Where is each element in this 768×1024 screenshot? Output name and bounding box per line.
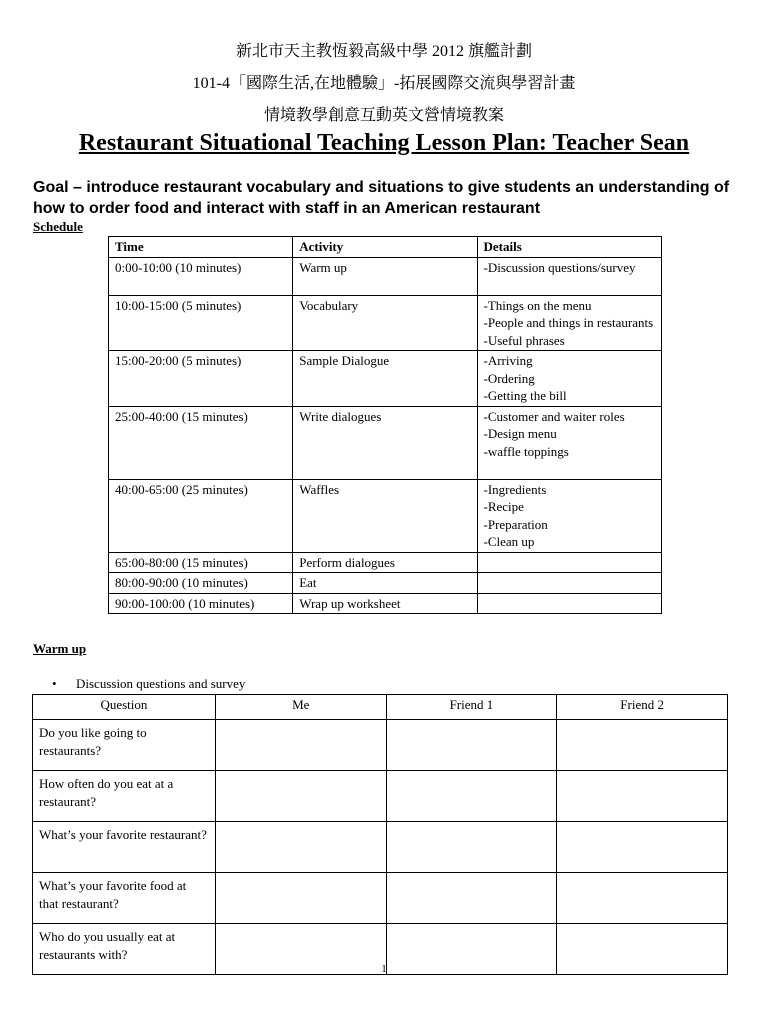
schedule-header-time: Time <box>109 237 293 258</box>
survey-answer-friend-1[interactable] <box>386 720 557 771</box>
schedule-cell-details: -Discussion questions/survey <box>477 257 661 295</box>
schedule-cell-time: 40:00-65:00 (25 minutes) <box>109 479 293 552</box>
schedule-row <box>109 295 662 351</box>
survey-answer-friend-2[interactable] <box>557 873 728 924</box>
bullet-icon: • <box>52 676 57 691</box>
warmup-label: Warm up <box>33 641 87 656</box>
survey-answer-me[interactable] <box>215 771 386 822</box>
page-title: Restaurant Situational Teaching Lesson Plan: Teacher Sean <box>78 130 690 156</box>
schedule-cell-activity: Perform dialogues <box>293 552 477 573</box>
schedule-cell-time: 15:00-20:00 (5 minutes) <box>109 351 293 407</box>
schedule-cell-details: -Customer and waiter roles -Design menu -waffle toppings <box>477 406 661 479</box>
schedule-cell-time: 10:00-15:00 (5 minutes) <box>109 295 293 351</box>
schedule-cell-time: 25:00-40:00 (15 minutes) <box>109 406 293 479</box>
schedule-cell-details: -Things on the menu -People and things in restaurants -Useful phrases <box>477 295 661 351</box>
schedule-row <box>109 257 662 295</box>
survey-question: How often do you eat at a restaurant? <box>33 771 216 822</box>
header-line-1: 新北市天主教恆毅高級中學 2012 旗艦計劃 <box>235 43 532 60</box>
schedule-cell-details <box>477 552 661 573</box>
survey-answer-me[interactable] <box>215 873 386 924</box>
goal-statement: Goal – introduce restaurant vocabulary and situations to give students an understanding of how to order food and interact with staff in an American restaurant <box>33 179 730 217</box>
schedule-cell-activity: Write dialogues <box>293 406 477 479</box>
schedule-header-row <box>109 237 662 258</box>
schedule-label: Schedule <box>33 219 83 234</box>
schedule-cell-details <box>477 573 661 594</box>
schedule-cell-activity: Warm up <box>293 257 477 295</box>
schedule-cell-details: -Arriving -Ordering -Getting the bill <box>477 351 661 407</box>
schedule-cell-time: 80:00-90:00 (10 minutes) <box>109 573 293 594</box>
schedule-cell-activity: Wrap up worksheet <box>293 593 477 614</box>
survey-question: Who do you usually eat at restaurants with? <box>33 924 216 975</box>
survey-answer-friend-1[interactable] <box>386 771 557 822</box>
header-line-2: 101-4「國際生活,在地體驗」-拓展國際交流與學習計畫 <box>192 75 576 92</box>
schedule-body <box>109 257 662 614</box>
survey-header-friend-2: Friend 2 <box>557 695 728 720</box>
schedule-cell-activity: Waffles <box>293 479 477 552</box>
page-number: 1 <box>381 963 387 975</box>
schedule-cell-time: 90:00-100:00 (10 minutes) <box>109 593 293 614</box>
survey-row <box>33 822 728 873</box>
survey-answer-me[interactable] <box>215 822 386 873</box>
survey-answer-friend-2[interactable] <box>557 822 728 873</box>
schedule-table <box>108 236 662 614</box>
survey-question: Do you like going to restaurants? <box>33 720 216 771</box>
survey-header-me: Me <box>215 695 386 720</box>
survey-header-friend-1: Friend 1 <box>386 695 557 720</box>
schedule-row <box>109 573 662 594</box>
survey-body <box>33 720 728 975</box>
survey-answer-friend-2[interactable] <box>557 771 728 822</box>
survey-row <box>33 720 728 771</box>
schedule-row <box>109 479 662 552</box>
schedule-row <box>109 552 662 573</box>
schedule-row <box>109 406 662 479</box>
schedule-cell-details <box>477 593 661 614</box>
survey-answer-friend-2[interactable] <box>557 720 728 771</box>
survey-answer-friend-1[interactable] <box>386 822 557 873</box>
schedule-cell-activity: Vocabulary <box>293 295 477 351</box>
schedule-row <box>109 351 662 407</box>
schedule-cell-time: 65:00-80:00 (15 minutes) <box>109 552 293 573</box>
survey-question: What’s your favorite food at that restaurant? <box>33 873 216 924</box>
schedule-cell-activity: Sample Dialogue <box>293 351 477 407</box>
schedule-cell-activity: Eat <box>293 573 477 594</box>
schedule-row <box>109 593 662 614</box>
survey-row <box>33 771 728 822</box>
warmup-bullet-text: Discussion questions and survey <box>76 676 246 691</box>
survey-header-question: Question <box>33 695 216 720</box>
schedule-cell-details: -Ingredients -Recipe -Preparation -Clean up <box>477 479 661 552</box>
survey-table <box>32 694 728 975</box>
warmup-bullet <box>52 676 245 692</box>
survey-row <box>33 873 728 924</box>
schedule-cell-time: 0:00-10:00 (10 minutes) <box>109 257 293 295</box>
header-line-3: 情境教學創意互動英文營情境教案 <box>263 107 504 124</box>
schedule-header-details: Details <box>477 237 661 258</box>
survey-header-row <box>33 695 728 720</box>
survey-question: What’s your favorite restaurant? <box>33 822 216 873</box>
survey-answer-friend-1[interactable] <box>386 873 557 924</box>
schedule-header-activity: Activity <box>293 237 477 258</box>
survey-answer-me[interactable] <box>215 720 386 771</box>
